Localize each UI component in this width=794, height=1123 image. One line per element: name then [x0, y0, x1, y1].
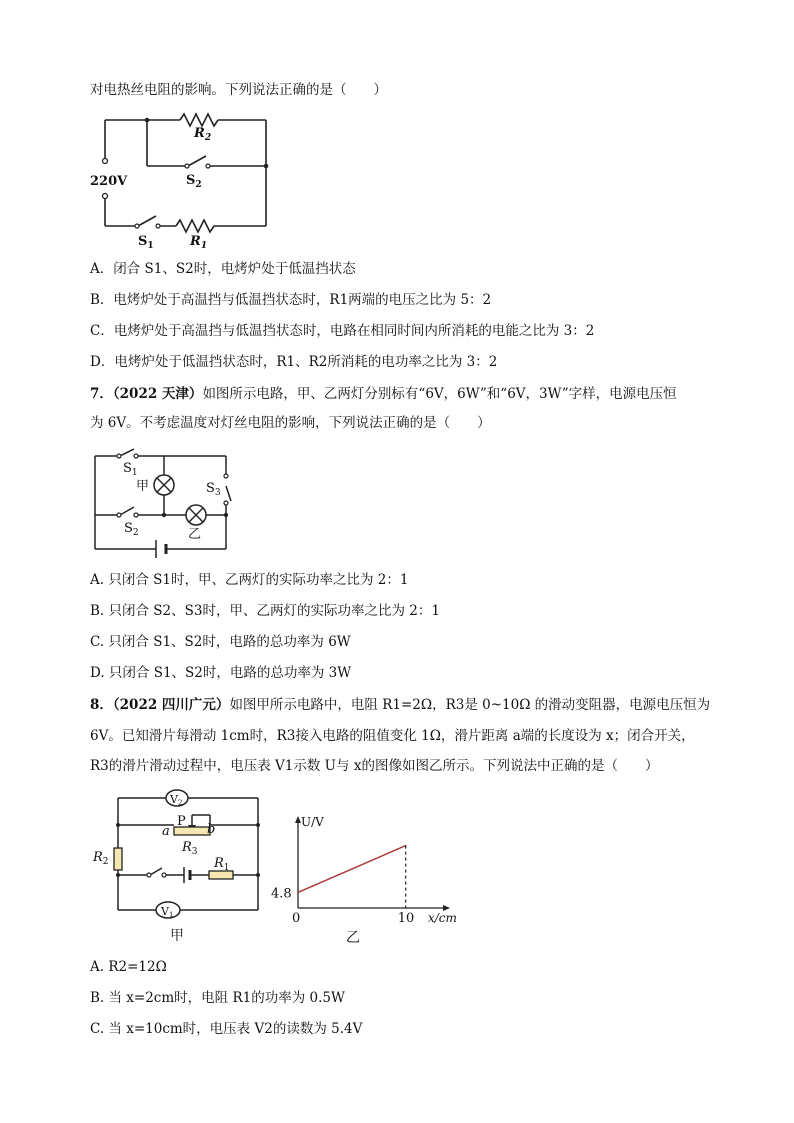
lamp-jia: [154, 475, 174, 495]
y-tick-label: 4.8: [271, 886, 292, 902]
q8-option-b: B. 当 x=2cm时，电阻 R1的功率为 0.5W: [90, 990, 345, 1006]
caption-yi: 乙: [346, 930, 360, 946]
label-s2: $S_2$: [186, 173, 202, 190]
q6-stem-tail: 对电热丝电阻的影响。下列说法正确的是（ ）: [90, 82, 387, 98]
label-p: P: [177, 814, 186, 829]
label-r1: $R_1$: [214, 856, 230, 873]
q8-option-a: A. R2=12Ω: [90, 959, 167, 975]
q7-stem-line1: 7．（2022 天津）如图所示电路，甲、乙两灯分别标有“6V，6W”和“6V，3W”字样，电源电压恒: [90, 386, 677, 402]
label-220v: 220V: [90, 174, 128, 189]
q7-circuit: [90, 446, 240, 558]
lamp-yi: [186, 505, 206, 525]
q7-option-c: C. 只闭合 S1、S2时，电路的总功率为 6W: [90, 634, 351, 650]
label-s3: $S_3$: [206, 481, 221, 498]
resistor-r2: [114, 848, 122, 870]
label-jia: 甲: [136, 479, 150, 494]
label-r1: $R_1$: [190, 234, 208, 251]
q8-circuit-jia: [90, 785, 270, 945]
junction: [145, 118, 150, 123]
q6-option-c: C．电烤炉处于高温挡与低温挡状态时，电路在相同时间内所消耗的电能之比为 3：2: [90, 323, 595, 339]
svg-text:V2: V2: [170, 793, 183, 807]
q7-option-d: D. 只闭合 S1、S2时，电路的总功率为 3W: [90, 665, 352, 681]
svg-text:V1: V1: [161, 905, 174, 919]
terminal-top: [103, 159, 108, 164]
label-r3: $R_3$: [182, 840, 198, 857]
x-tick-label: 10: [397, 911, 415, 926]
junction: [264, 164, 269, 169]
caption-jia: 甲: [170, 928, 184, 944]
origin-label: 0: [292, 911, 301, 926]
label-r2: $R_2$: [93, 850, 109, 867]
q6-option-a: A．闭合 S1、S2时，电烤炉处于低温挡状态: [90, 261, 356, 277]
voltmeter-v1: [156, 902, 180, 919]
q8-stem-line1: 8．（2022 四川广元）如图甲所示电路中，电阻 R1=2Ω，R3是 0~10Ω 的滑动变阻器，电源电压恒为: [90, 697, 711, 713]
label-s1: $S_1$: [123, 461, 138, 478]
q7-stem-line2: 为 6V。不考虑温度对灯丝电阻的影响，下列说法正确的是（ ）: [90, 415, 491, 431]
q8-stem-line3: R3的滑片滑动过程中，电压表 V1示数 U与 x的图像如图乙所示。下列说法中正确的是（ ）: [90, 758, 659, 774]
label-s1: $S_1$: [138, 234, 154, 251]
q6-option-b: B．电烤炉处于高温挡与低温挡状态时，R1两端的电压之比为 5：2: [90, 292, 492, 308]
q6-circuit: [90, 108, 280, 250]
q7-option-b: B. 只闭合 S2、S3时，甲、乙两灯的实际功率之比为 2：1: [90, 603, 440, 619]
label-a: a: [162, 824, 170, 839]
label-b: b: [207, 822, 216, 837]
q6-option-d: D．电烤炉处于低温挡状态时，R1、R2所消耗的电功率之比为 3：2: [90, 354, 498, 370]
q8-option-c: C. 当 x=10cm时，电压表 V2的读数为 5.4V: [90, 1021, 363, 1037]
label-yi: 乙: [188, 527, 202, 542]
data-point: [297, 892, 299, 894]
label-r2: $R_2$: [194, 126, 212, 143]
y-axis-label: U/V: [301, 815, 324, 829]
label-s2: $S_2$: [124, 521, 139, 538]
x-axis-label: x/cm: [428, 911, 457, 925]
q8-graph-yi: [268, 815, 457, 948]
q7-option-a: A. 只闭合 S1时，甲、乙两灯的实际功率之比为 2：1: [90, 572, 409, 588]
terminal-bottom: [103, 194, 108, 199]
voltmeter-v2: [166, 790, 188, 807]
series-line: [298, 846, 406, 893]
q8-stem-line2: 6V。已知滑片每滑动 1cm时，R3接入电路的阻值变化 1Ω，滑片距离 a端的长度设为 x；闭合开关，: [90, 728, 695, 744]
